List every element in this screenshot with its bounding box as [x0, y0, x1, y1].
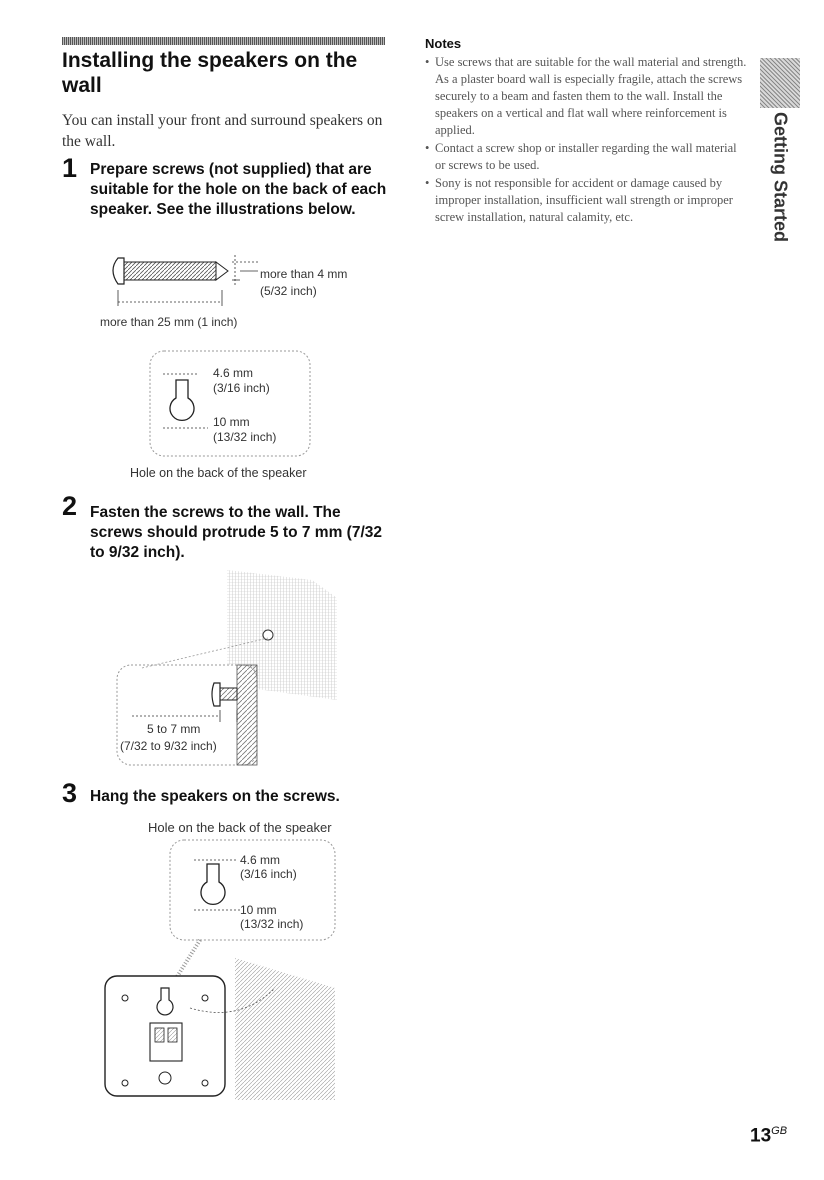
- screw-head-label-1: more than 4 mm: [260, 267, 348, 281]
- note-item: • Sony is not responsible for accident or damage caused by improper installation, insufficient wall strength or improper screw installation, natural calamity, etc.: [425, 175, 750, 226]
- section-tab-label: Getting Started: [770, 111, 791, 243]
- section-tab-marker: [760, 58, 800, 108]
- notes-list: [425, 54, 750, 227]
- hole-height-1: 10 mm: [213, 415, 250, 429]
- wall-screw-illustration: [112, 570, 342, 770]
- intro-text: You can install your front and surround speakers on the wall.: [62, 112, 383, 150]
- screw-head-side: [212, 683, 220, 706]
- step-1-number: 1: [62, 153, 78, 183]
- wall-cross-section: [237, 665, 257, 765]
- step-3-number: 3: [62, 778, 78, 808]
- title-rule: [62, 37, 385, 45]
- screw-illustration: [100, 250, 400, 335]
- hole-illustration: [148, 348, 323, 463]
- hole-width-2: (3/16 inch): [213, 381, 270, 395]
- screw-in-wall: [263, 630, 273, 640]
- keyhole-shape-2: [201, 864, 225, 904]
- screw-head: [113, 258, 124, 284]
- hang-width-1: 4.6 mm: [240, 853, 281, 867]
- step-2-text: Fasten the screws to the wall. The screws should protrude 5 to 7 mm (7/32 to 9/32 inch).: [90, 504, 382, 561]
- hole-caption: Hole on the back of the speaker: [130, 466, 307, 480]
- screw-tip: [216, 262, 228, 280]
- protrude-label-2: (7/32 to 9/32 inch): [120, 739, 217, 753]
- hole-height-2: (13/32 inch): [213, 430, 277, 444]
- screw-head-label-2: (5/32 inch): [260, 284, 317, 298]
- page-number: $13^{GB}$: [750, 1125, 788, 1147]
- step-2-number: 2: [62, 491, 78, 521]
- hang-height-1: 10 mm: [240, 903, 277, 917]
- wall-surface-2: [235, 958, 335, 1100]
- screw-shank: [220, 688, 237, 700]
- hang-height-2: (13/32 inch): [240, 917, 304, 931]
- hole-width-1: 4.6 mm: [213, 366, 254, 380]
- notes-heading: Notes: [425, 36, 462, 51]
- step-3-text: Hang the speakers on the screws.: [90, 788, 340, 805]
- note-item: • Use screws that are suitable for the wall material and strength. As a plaster board wall is especially fragile, attach the screws securely to a beam and fasten them to the wall. Install the speakers on a vertical and flat wall where reinforcement is applied.: [425, 54, 750, 139]
- screw-length-label: more than 25 mm (1 inch): [100, 315, 238, 329]
- keyhole-shape: [170, 380, 194, 420]
- note-item: • Contact a screw shop or installer regarding the wall material or screws to be used.: [425, 140, 750, 174]
- hang-width-2: (3/16 inch): [240, 867, 297, 881]
- screw-thread: [124, 262, 216, 280]
- section-title: Installing the speakers on the wall: [62, 49, 358, 97]
- hang-illustration: [100, 838, 345, 1100]
- hang-caption: Hole on the back of the speaker: [148, 820, 332, 835]
- protrude-label-1: 5 to 7 mm: [147, 722, 201, 736]
- step-1-text: Prepare screws (not supplied) that are suitable for the hole on the back of each speaker. See the illustrations below.: [90, 161, 387, 218]
